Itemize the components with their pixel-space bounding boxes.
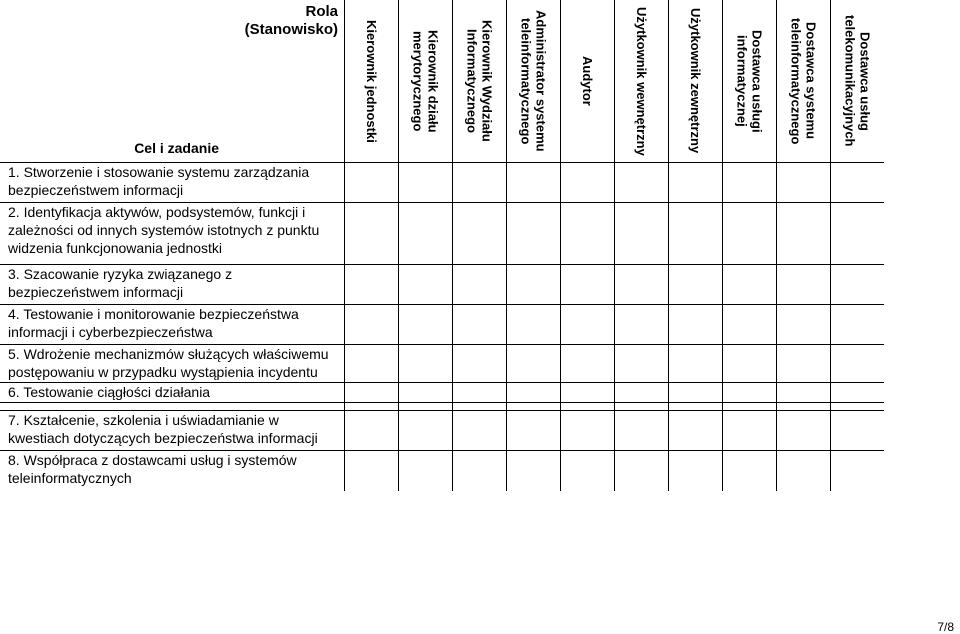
assignment-cell[interactable]: [345, 383, 399, 403]
assignment-cell[interactable]: [615, 163, 669, 203]
assignment-cell[interactable]: [615, 305, 669, 345]
page-number: 7/8: [937, 620, 954, 634]
assignment-cell[interactable]: [831, 203, 885, 265]
assignment-cell[interactable]: [561, 163, 615, 203]
assignment-cell[interactable]: [561, 451, 615, 491]
assignment-cell[interactable]: [723, 345, 777, 383]
assignment-cell[interactable]: [669, 163, 723, 203]
assignment-cell[interactable]: [831, 265, 885, 305]
assignment-cell[interactable]: [777, 345, 831, 383]
assignment-cell[interactable]: [723, 265, 777, 305]
assignment-cell[interactable]: [723, 383, 777, 403]
assignment-cell[interactable]: [669, 203, 723, 265]
header-row: [0, 0, 884, 163]
assignment-cell[interactable]: [777, 203, 831, 265]
assignment-cell[interactable]: [507, 265, 561, 305]
assignment-cell[interactable]: [399, 163, 453, 203]
assignment-cell[interactable]: [615, 345, 669, 383]
assignment-cell[interactable]: [507, 305, 561, 345]
role-header-1: Kierownik jednostki: [345, 0, 399, 163]
role-header-7: Użytkownik zewnętrzny: [669, 0, 723, 163]
assignment-cell[interactable]: [615, 383, 669, 403]
assignment-cell[interactable]: [507, 451, 561, 491]
task-row: [0, 203, 884, 265]
assignment-cell[interactable]: [345, 203, 399, 265]
task-row: [0, 345, 884, 383]
goal-row-label: Cel i zadanie: [134, 140, 219, 156]
assignment-cell[interactable]: [777, 305, 831, 345]
assignment-cell[interactable]: [345, 411, 399, 451]
task-label: 3. Szacowanie ryzyka związanego z bezpieczeństwem informacji: [0, 265, 345, 305]
assignment-cell[interactable]: [561, 305, 615, 345]
assignment-cell[interactable]: [831, 345, 885, 383]
role-header-6: Użytkownik wewnętrzny: [615, 0, 669, 163]
assignment-cell[interactable]: [399, 383, 453, 403]
assignment-cell[interactable]: [399, 203, 453, 265]
task-row: [0, 383, 884, 403]
assignment-cell[interactable]: [777, 383, 831, 403]
assignment-cell[interactable]: [669, 383, 723, 403]
assignment-cell[interactable]: [831, 451, 885, 491]
assignment-cell[interactable]: [615, 265, 669, 305]
task-row: [0, 265, 884, 305]
role-header-3: Kierownik Wydziału Informatycznego: [453, 0, 507, 163]
assignment-cell[interactable]: [453, 265, 507, 305]
assignment-cell[interactable]: [669, 345, 723, 383]
assignment-cell[interactable]: [453, 411, 507, 451]
assignment-cell[interactable]: [777, 451, 831, 491]
spacer-row: [0, 403, 884, 411]
task-row: [0, 411, 884, 451]
assignment-cell[interactable]: [561, 265, 615, 305]
assignment-cell[interactable]: [723, 203, 777, 265]
assignment-cell[interactable]: [507, 203, 561, 265]
task-label: 7. Kształcenie, szkolenia i uświadamianie w kwestiach dotyczących bezpieczeństwa informacji: [0, 411, 345, 451]
assignment-cell[interactable]: [669, 305, 723, 345]
assignment-cell[interactable]: [453, 451, 507, 491]
assignment-cell[interactable]: [615, 203, 669, 265]
assignment-cell[interactable]: [723, 411, 777, 451]
role-header-4: Administrator systemu teleinformatycznego: [507, 0, 561, 163]
task-row: [0, 163, 884, 203]
assignment-cell[interactable]: [669, 411, 723, 451]
role-header-2: Kierownik działu merytorycznego: [399, 0, 453, 163]
task-row: [0, 451, 884, 491]
role-header-10: Dostawca usług telekomunikacyjnych: [831, 0, 885, 163]
assignment-cell[interactable]: [345, 451, 399, 491]
task-label: 2. Identyfikacja aktywów, podsystemów, funkcji i zależności od innych systemów istotnych z punktu widzenia funkcjonowania jednostki: [0, 203, 345, 265]
assignment-cell[interactable]: [723, 451, 777, 491]
assignment-cell[interactable]: [399, 305, 453, 345]
assignment-cell[interactable]: [345, 305, 399, 345]
role-header-5: Audytor: [561, 0, 615, 163]
role-header-9: Dostawca systemu teleinformatycznego: [777, 0, 831, 163]
assignment-cell[interactable]: [723, 305, 777, 345]
assignment-cell[interactable]: [453, 163, 507, 203]
assignment-cell[interactable]: [669, 265, 723, 305]
role-header-8: Dostawca usługi informatycznej: [723, 0, 777, 163]
assignment-cell[interactable]: [561, 203, 615, 265]
assignment-cell[interactable]: [507, 163, 561, 203]
assignment-cell[interactable]: [453, 305, 507, 345]
assignment-cell[interactable]: [561, 383, 615, 403]
task-label: 8. Współpraca z dostawcami usług i systemów teleinformatycznych: [0, 451, 345, 491]
assignment-cell[interactable]: [561, 411, 615, 451]
task-row: [0, 305, 884, 345]
assignment-cell[interactable]: [399, 451, 453, 491]
role-column-label: Rola (Stanowisko): [244, 3, 338, 38]
assignment-cell[interactable]: [831, 383, 885, 403]
assignment-cell[interactable]: [399, 345, 453, 383]
task-label: 6. Testowanie ciągłości działania: [0, 383, 345, 403]
assignment-cell[interactable]: [399, 265, 453, 305]
assignment-cell[interactable]: [777, 265, 831, 305]
assignment-cell[interactable]: [507, 383, 561, 403]
header-corner-cell: [0, 0, 345, 163]
assignment-cell[interactable]: [399, 411, 453, 451]
assignment-cell[interactable]: [615, 451, 669, 491]
assignment-cell[interactable]: [345, 265, 399, 305]
assignment-cell[interactable]: [831, 305, 885, 345]
assignment-cell[interactable]: [453, 383, 507, 403]
assignment-cell[interactable]: [831, 411, 885, 451]
assignment-cell[interactable]: [345, 163, 399, 203]
assignment-cell[interactable]: [777, 411, 831, 451]
task-label: 1. Stworzenie i stosowanie systemu zarządzania bezpieczeństwem informacji: [0, 163, 345, 203]
task-label: 4. Testowanie i monitorowanie bezpieczeństwa informacji i cyberbezpieczeństwa: [0, 305, 345, 345]
assignment-cell[interactable]: [507, 345, 561, 383]
assignment-cell[interactable]: [723, 163, 777, 203]
task-label: 5. Wdrożenie mechanizmów służących właściwemu postępowaniu w przypadku wystąpienia incydentu: [0, 345, 345, 383]
assignment-cell[interactable]: [507, 411, 561, 451]
assignment-cell[interactable]: [561, 345, 615, 383]
assignment-cell[interactable]: [777, 163, 831, 203]
assignment-cell[interactable]: [615, 411, 669, 451]
assignment-cell[interactable]: [831, 163, 885, 203]
assignment-cell[interactable]: [669, 451, 723, 491]
assignment-cell[interactable]: [345, 345, 399, 383]
assignment-cell[interactable]: [453, 203, 507, 265]
assignment-cell[interactable]: [453, 345, 507, 383]
